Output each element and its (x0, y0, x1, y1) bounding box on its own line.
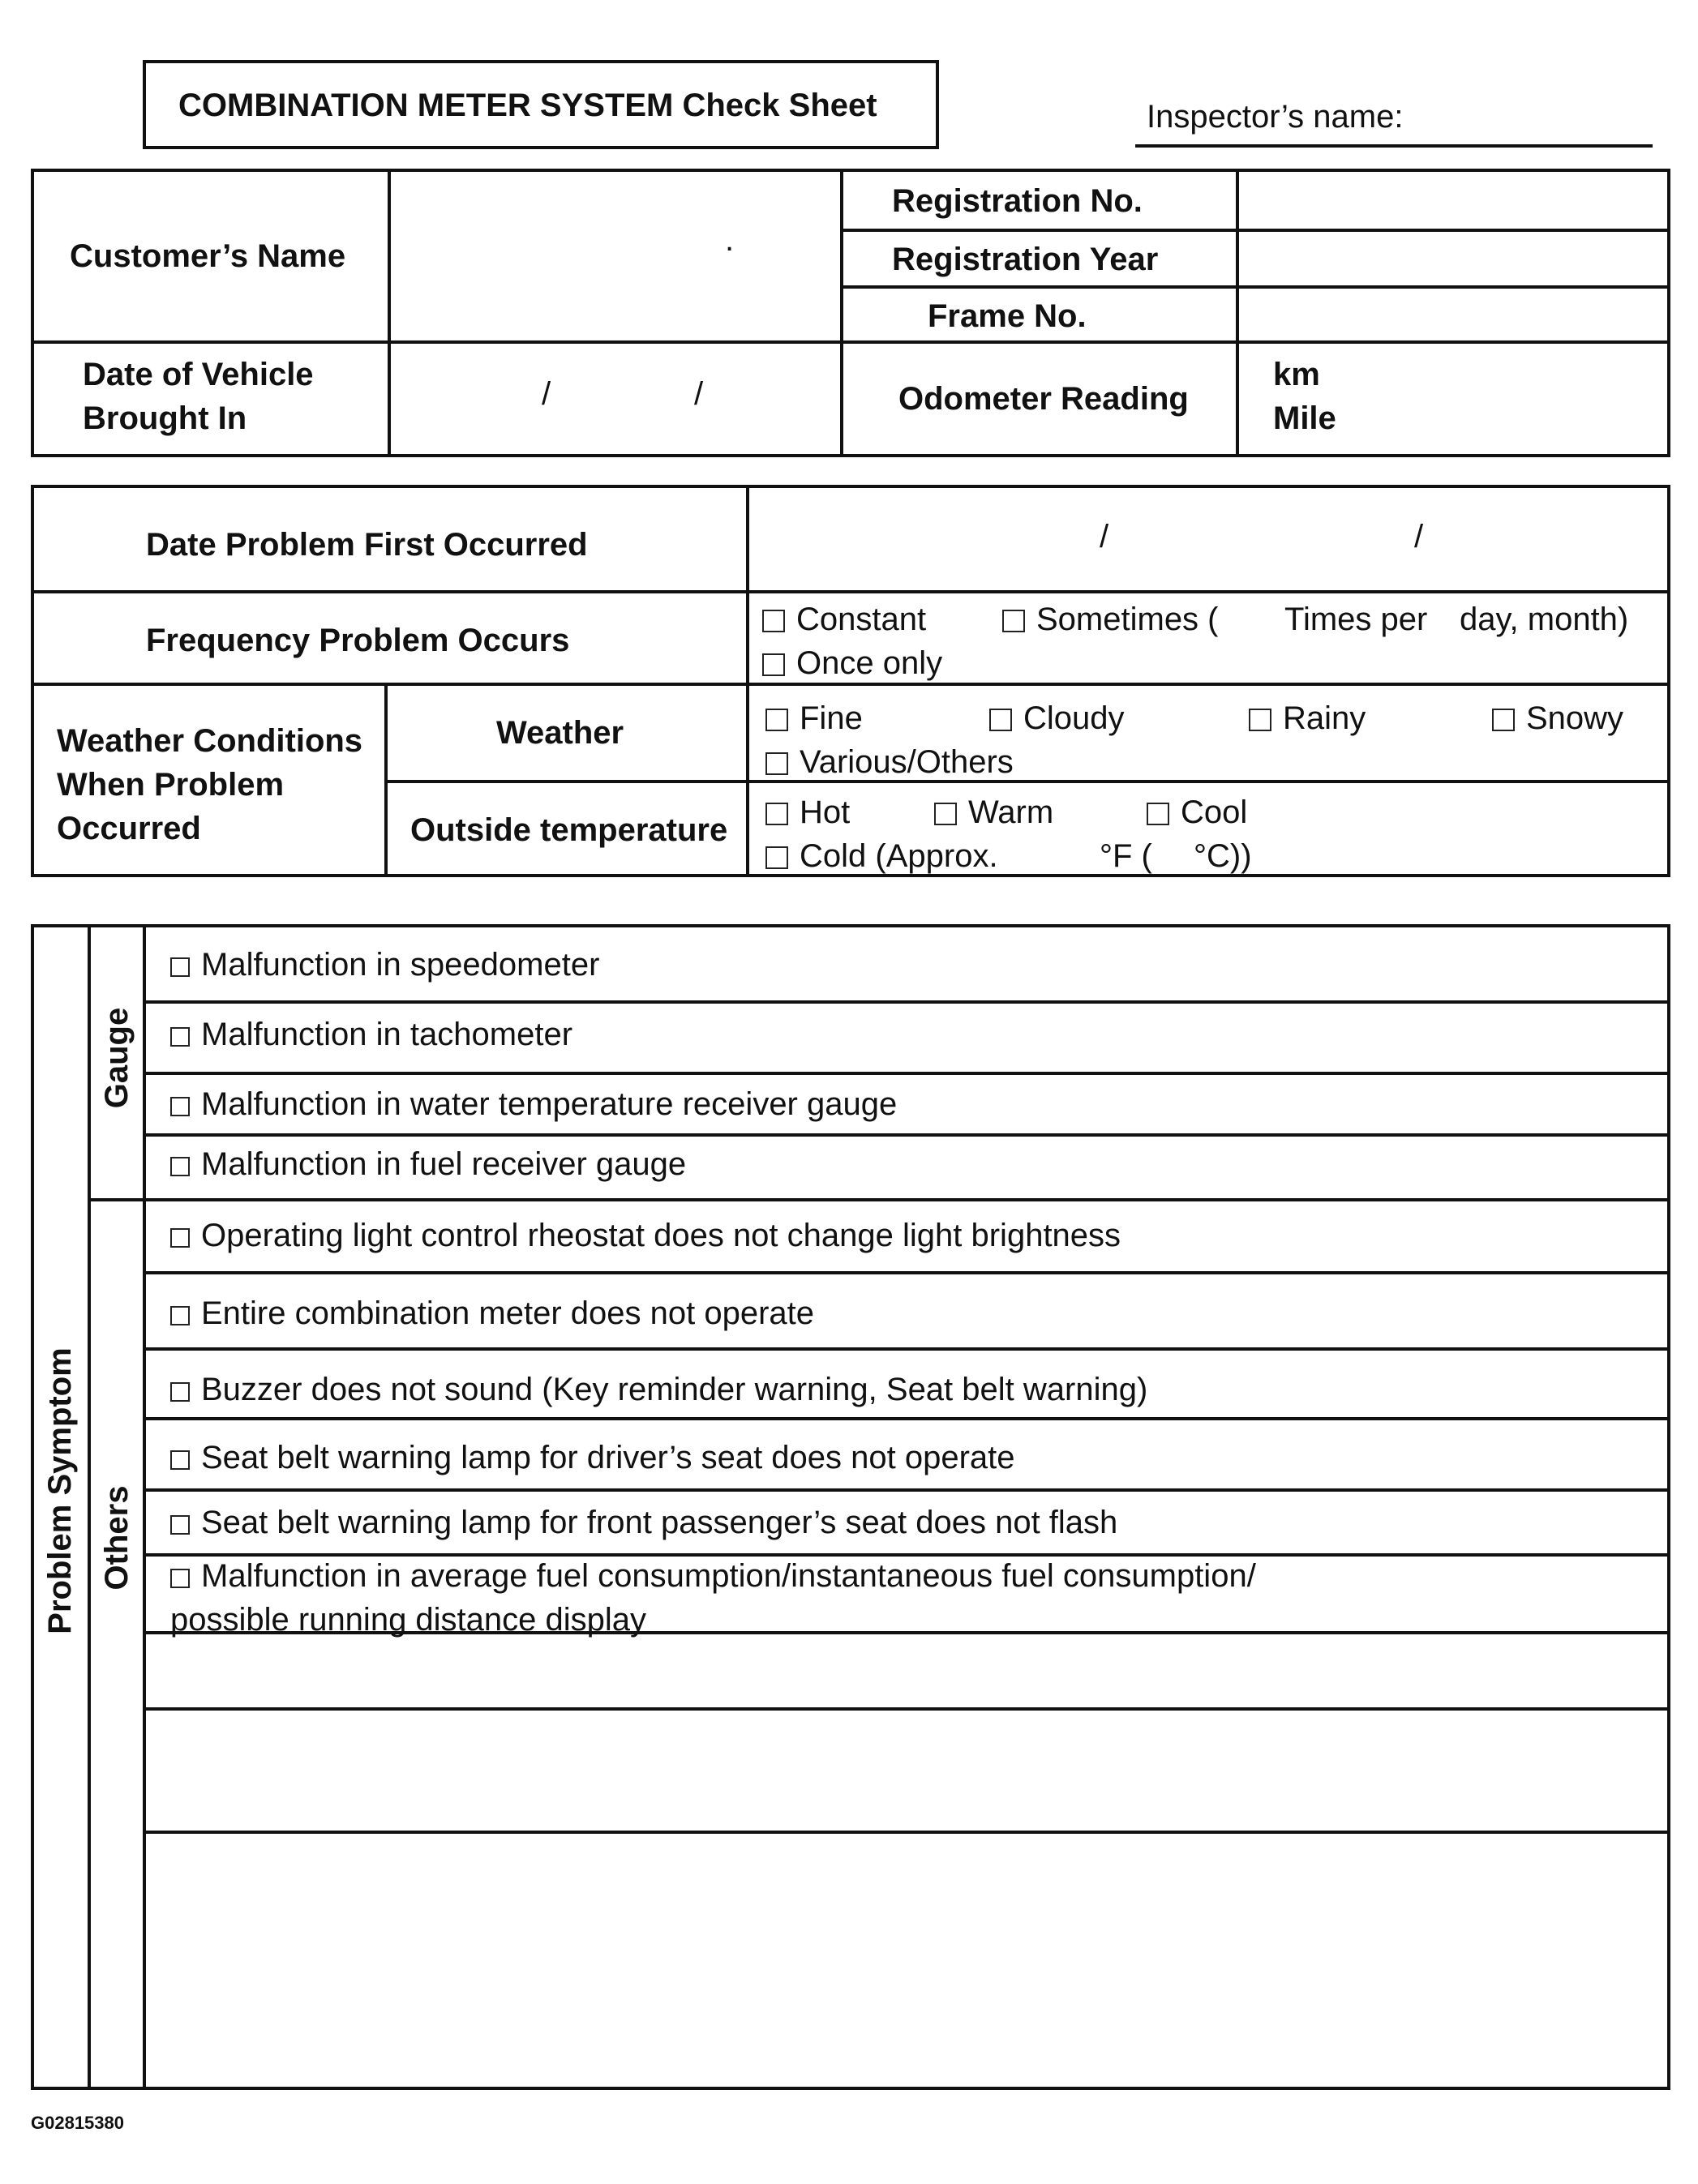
frame-no-field[interactable] (1239, 289, 1667, 340)
item-label: Seat belt warning lamp for front passenger’s seat does not flash (201, 1505, 1118, 1540)
frequency-label: Frequency Problem Occurs (146, 623, 570, 658)
hot-label: Hot (800, 794, 851, 830)
date-brought-sep-2: / (694, 376, 704, 412)
checkbox-icon[interactable] (170, 1157, 190, 1176)
temp-warm[interactable] (934, 796, 1053, 829)
checkbox-icon[interactable] (762, 610, 785, 632)
checkbox-icon[interactable] (170, 1382, 190, 1402)
date-first-sep-1: / (1100, 519, 1109, 555)
other-item-driver-seatbelt[interactable] (170, 1441, 1015, 1474)
frequency-once[interactable] (762, 647, 942, 679)
weather-fine[interactable] (765, 702, 863, 734)
others-label: Others (99, 1485, 135, 1591)
times-per-label: Times per (1284, 602, 1428, 637)
checkbox-icon[interactable] (1002, 610, 1025, 632)
weather-cloudy[interactable] (989, 702, 1125, 734)
warm-label: Warm (968, 794, 1054, 830)
date-first-field[interactable] (749, 488, 1667, 590)
gauge-label: Gauge (99, 1007, 135, 1109)
weather-conditions-label-1: Weather Conditions (57, 723, 363, 759)
odometer-field[interactable] (1362, 344, 1667, 454)
cold-label: Cold (Approx. (800, 838, 998, 874)
checkbox-icon[interactable] (170, 1306, 190, 1325)
item-label: Malfunction in tachometer (201, 1017, 573, 1052)
rainy-label: Rainy (1283, 700, 1366, 736)
temp-cool[interactable] (1147, 796, 1247, 829)
checkbox-icon[interactable] (170, 1450, 190, 1470)
various-label: Various/Others (800, 744, 1014, 780)
other-item-entire-meter[interactable] (170, 1297, 814, 1330)
checkbox-icon[interactable] (170, 1027, 190, 1047)
weather-snowy[interactable] (1492, 702, 1623, 734)
figure-id: G02815380 (31, 2113, 124, 2133)
frequency-constant[interactable] (762, 603, 926, 636)
cool-label: Cool (1181, 794, 1248, 830)
gauge-item-fuel[interactable] (170, 1148, 686, 1180)
other-item-passenger-seatbelt[interactable] (170, 1506, 1117, 1539)
date-first-sep-2: / (1414, 519, 1424, 555)
registration-no-label: Registration No. (892, 183, 1143, 219)
checkbox-icon[interactable] (170, 1515, 190, 1535)
item-label: Seat belt warning lamp for driver’s seat does not operate (201, 1440, 1015, 1475)
checkbox-icon[interactable] (765, 846, 788, 869)
blank-row[interactable] (146, 1634, 1667, 1707)
checkbox-icon[interactable] (762, 653, 785, 676)
problem-symptom-label: Problem Symptom (42, 1347, 78, 1634)
weather-various[interactable] (765, 746, 1014, 778)
item-label: Malfunction in fuel receiver gauge (201, 1146, 687, 1182)
inspector-name-line[interactable] (1135, 144, 1653, 148)
temp-cold[interactable] (765, 840, 998, 872)
registration-year-label: Registration Year (892, 242, 1159, 277)
customer-name-label: Customer’s Name (70, 238, 346, 274)
checkbox-icon[interactable] (765, 752, 788, 775)
gauge-item-tachometer[interactable] (170, 1018, 572, 1051)
registration-year-field[interactable] (1239, 232, 1667, 285)
checkbox-icon[interactable] (170, 1569, 190, 1588)
other-item-fuel-consumption[interactable] (170, 1560, 1256, 1592)
frame-no-label: Frame No. (928, 298, 1087, 334)
constant-label: Constant (796, 602, 927, 637)
checkbox-icon[interactable] (1249, 709, 1271, 731)
sometimes-label: Sometimes ( (1036, 602, 1219, 637)
item-label: Buzzer does not sound (Key reminder warning, Seat belt warning) (201, 1372, 1148, 1407)
checkbox-icon[interactable] (1147, 803, 1169, 825)
other-item-fuel-consumption-cont: possible running distance display (170, 1602, 647, 1638)
odometer-km: km (1273, 357, 1320, 392)
checkbox-icon[interactable] (934, 803, 957, 825)
cloudy-label: Cloudy (1023, 700, 1125, 736)
date-brought-label-2: Brought In (83, 400, 247, 436)
page-title: COMBINATION METER SYSTEM Check Sheet (178, 88, 877, 123)
inspector-label: Inspector’s name: (1147, 99, 1404, 135)
date-brought-field[interactable] (391, 344, 840, 454)
deg-f-label: °F ( (1100, 838, 1152, 874)
outside-temp-label: Outside temperature (410, 812, 728, 848)
checkbox-icon[interactable] (170, 1228, 190, 1248)
snowy-label: Snowy (1526, 700, 1624, 736)
item-label: Operating light control rheostat does not change light brightness (201, 1218, 1121, 1253)
gauge-item-speedometer[interactable] (170, 949, 599, 981)
weather-conditions-label-2: When Problem (57, 767, 285, 803)
weather-conditions-label-3: Occurred (57, 811, 201, 846)
date-brought-sep-1: / (542, 376, 551, 412)
date-brought-label-1: Date of Vehicle (83, 357, 314, 392)
odometer-mile: Mile (1273, 400, 1336, 436)
fine-label: Fine (800, 700, 863, 736)
checkbox-icon[interactable] (765, 803, 788, 825)
item-label: Entire combination meter does not operate (201, 1295, 814, 1331)
day-month-label: day, month) (1460, 602, 1629, 637)
item-label: Malfunction in speedometer (201, 947, 600, 983)
blank-row[interactable] (146, 1834, 1667, 2087)
checkbox-icon[interactable] (170, 1097, 190, 1116)
once-only-label: Once only (796, 645, 943, 681)
customer-name-field[interactable]: . (725, 222, 735, 258)
checkbox-icon[interactable] (1492, 709, 1515, 731)
weather-rainy[interactable] (1249, 702, 1366, 734)
blank-row[interactable] (146, 1711, 1667, 1831)
checkbox-icon[interactable] (765, 709, 788, 731)
item-label: Malfunction in average fuel consumption/instantaneous fuel consumption/ (201, 1558, 1256, 1594)
odometer-label: Odometer Reading (898, 381, 1189, 417)
date-first-label: Date Problem First Occurred (146, 527, 588, 563)
gauge-item-water-temp[interactable] (170, 1088, 897, 1120)
deg-c-label: °C)) (1194, 838, 1252, 874)
item-label: Malfunction in water temperature receiver gauge (201, 1086, 898, 1122)
other-item-buzzer[interactable] (170, 1373, 1147, 1406)
other-item-rheostat[interactable] (170, 1219, 1121, 1252)
temp-hot[interactable] (765, 796, 850, 829)
registration-no-field[interactable] (1239, 172, 1667, 229)
weather-label: Weather (496, 715, 624, 751)
checkbox-icon[interactable] (989, 709, 1012, 731)
checkbox-icon[interactable] (170, 957, 190, 977)
frequency-sometimes[interactable] (1002, 603, 1219, 636)
